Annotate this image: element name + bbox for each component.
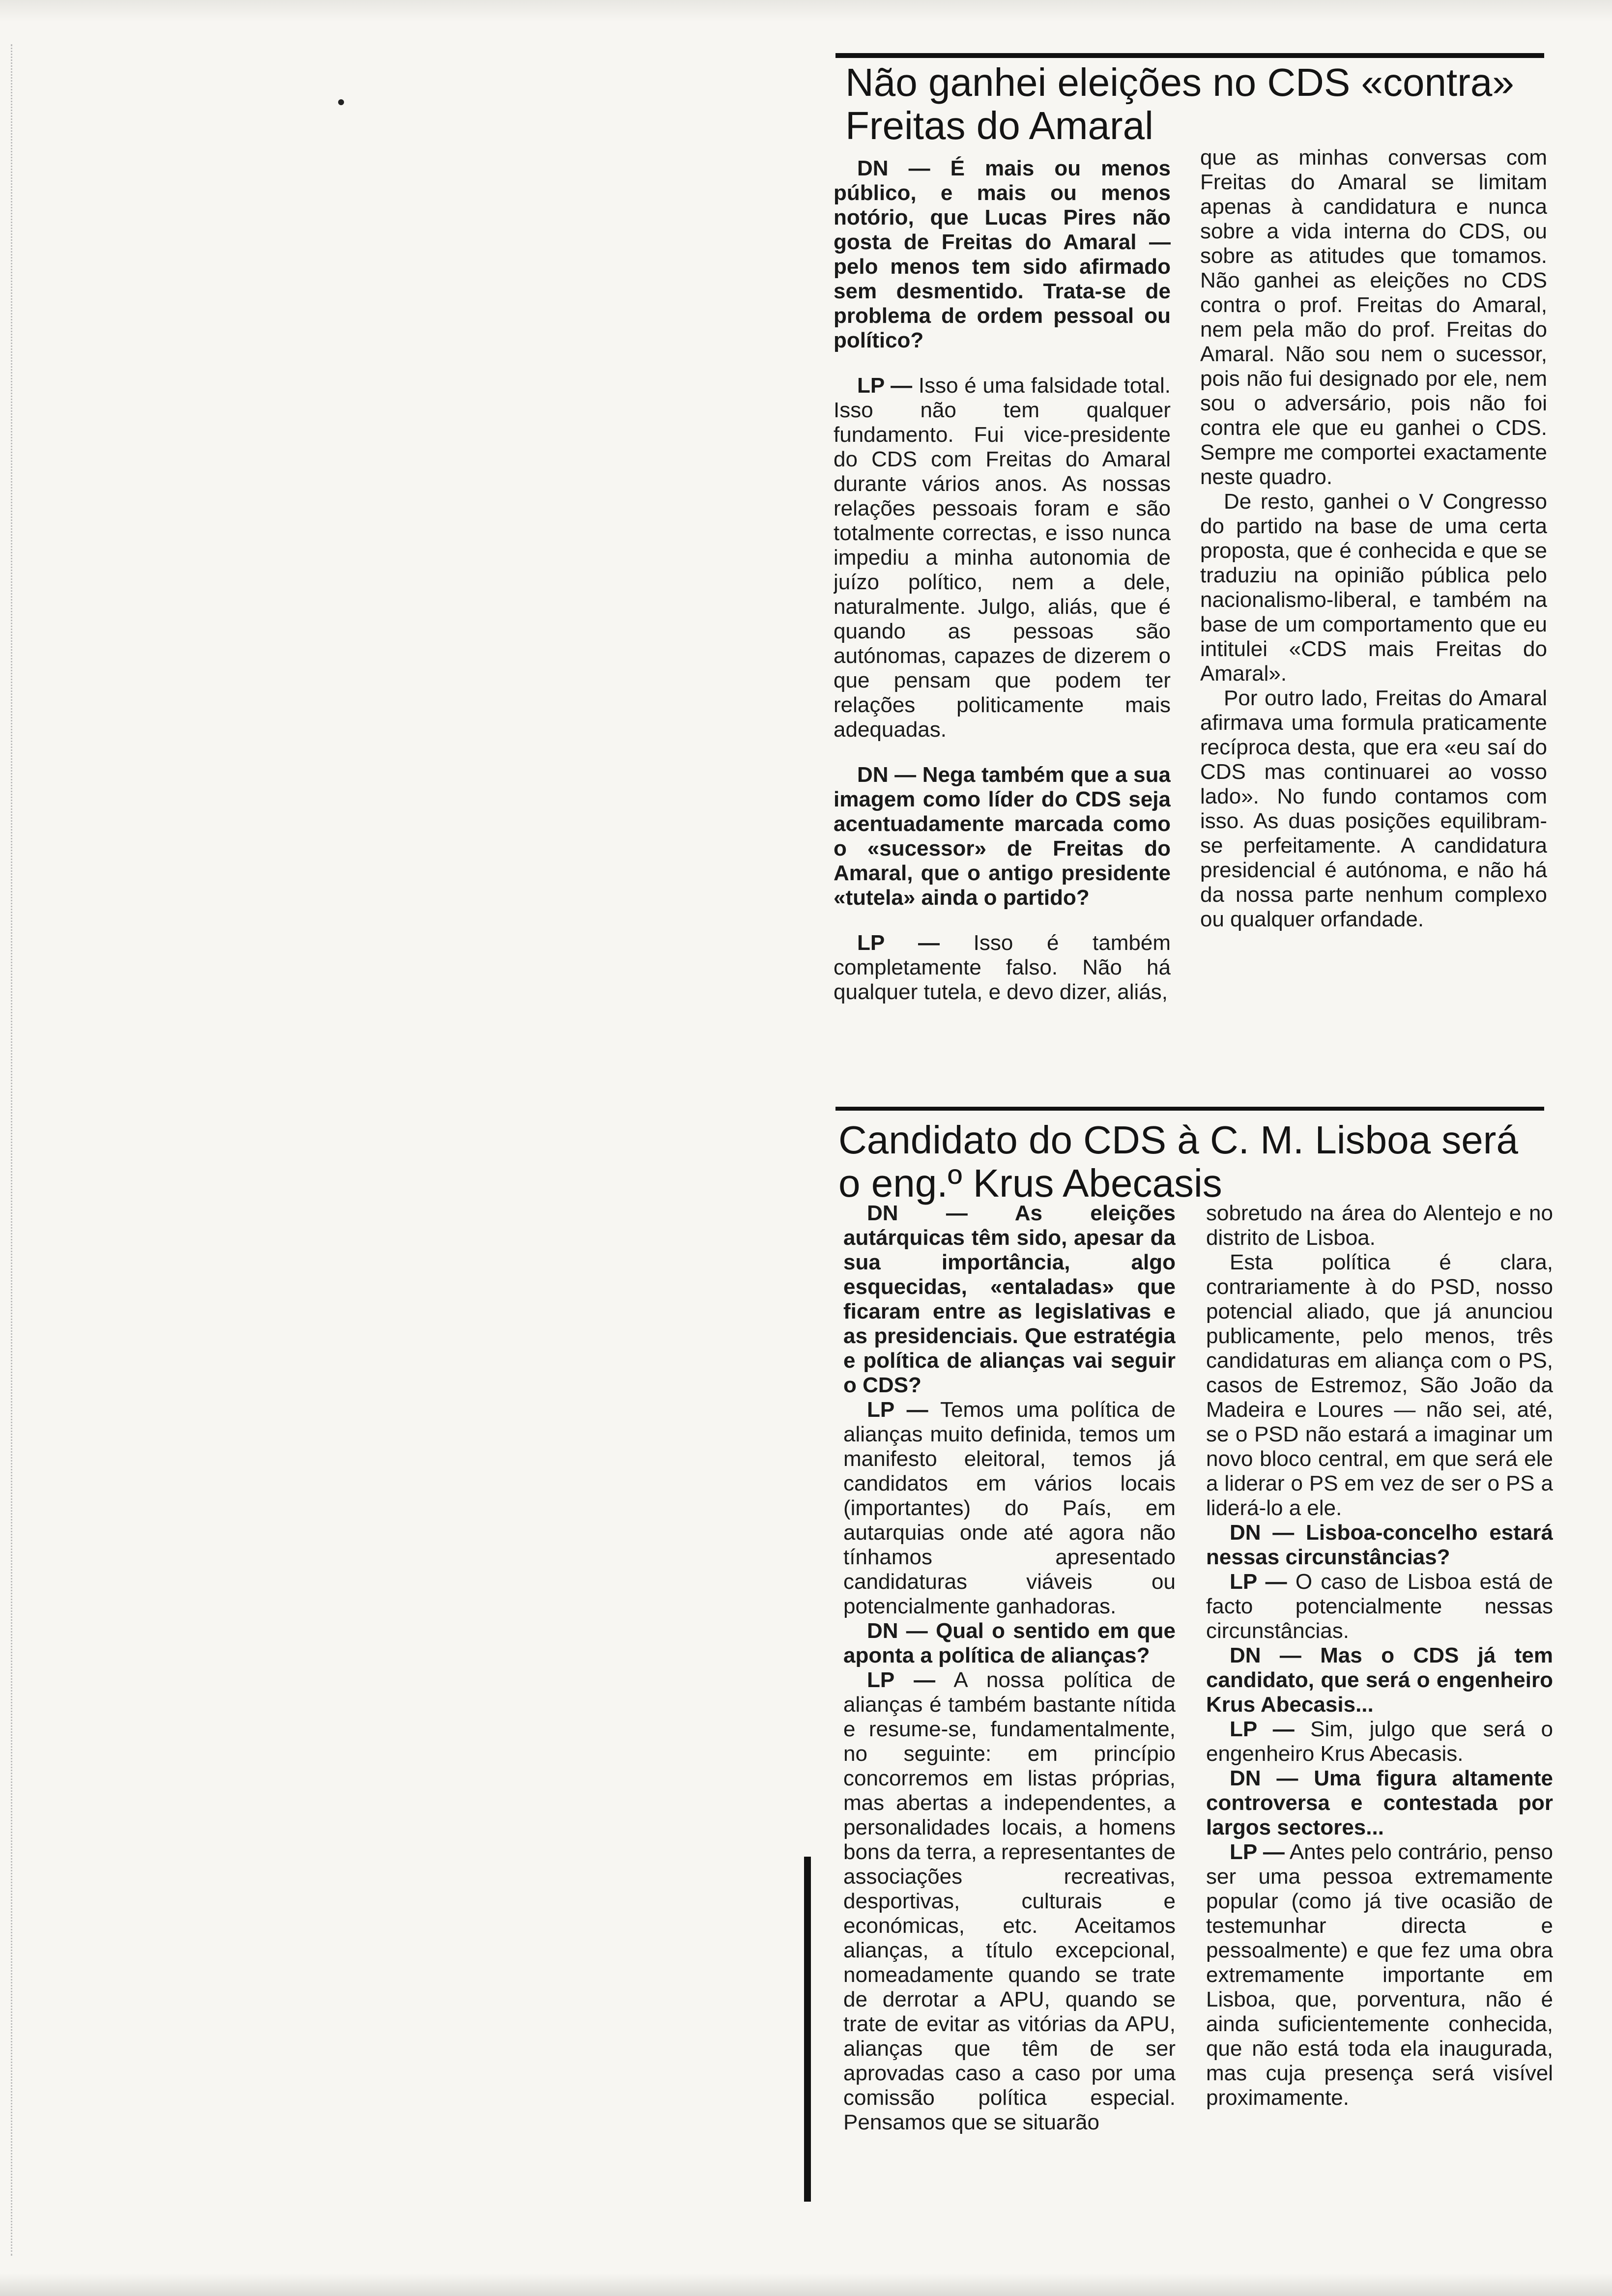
speaker-tag: LP — [867, 1398, 928, 1422]
answer-paragraph [1206, 1570, 1553, 1643]
question-paragraph [1206, 1643, 1553, 1717]
paragraph-text: De resto, ganhei o V Congresso do partido na base de uma certa proposta, que é conhecida e que se traduziu na opinião pública pelo nacionalismo-liberal, e também na base de um comportamento que eu intitulei «CDS mais Freitas do Amaral». [1200, 489, 1547, 686]
answer-paragraph [1206, 1250, 1553, 1521]
paragraph-text: A nossa política de alianças é também bastante nítida e resume-se, fundamentalmente, no seguinte: em princípio concorremos em listas próprias, mas abertas a independentes, a personalidades locais, a homens bons da terra, a representantes de associações recreativas, desportivas, culturais e económicas, etc. Aceitamos alianças, a título excepcional, nomeadamente quando se trate de derrotar a APU, quando se trate de evitar as vitórias da APU, alianças que têm de ser aprovadas caso a caso por uma comissão política especial. Pensamos que se situarão [843, 1668, 1176, 2134]
speaker-tag: LP — [857, 931, 940, 955]
paragraph-text: Temos uma política de alianças muito definida, temos um manifesto eleitoral, temos já candidatos em vários locais (importantes) do País, em autarquias onde até agora não tínhamos apresentado candidaturas viáveis ou potencialmente ganhadoras. [843, 1398, 1176, 1618]
question-paragraph [834, 156, 1171, 353]
article1-headline: Não ganhei eleições no CDS «contra» Freitas do Amaral [845, 60, 1514, 147]
answer-paragraph [1200, 489, 1547, 686]
paragraph-text: Lisboa-concelho estará nessas circunstâncias? [1206, 1521, 1553, 1569]
paragraph-text: Sim, julgo que será o engenheiro Krus Abecasis. [1206, 1717, 1553, 1766]
article2-top-rule [835, 1107, 1544, 1111]
speaker-tag: DN — [857, 156, 930, 180]
paragraph-text: Uma figura altamente controversa e contestada por largos sectores... [1206, 1766, 1553, 1839]
question-paragraph [834, 763, 1171, 910]
scan-left-edge [11, 44, 17, 2256]
question-paragraph [1206, 1521, 1553, 1570]
question-paragraph [1206, 1766, 1553, 1840]
paragraph-text: Mas o CDS já tem candidato, que será o engenheiro Krus Abecasis... [1206, 1643, 1553, 1717]
scan-bottom-edge [0, 2273, 1612, 2296]
article2-left-column [843, 1201, 1176, 2218]
paragraph-text: sobretudo na área do Alentejo e no distrito de Lisboa. [1206, 1201, 1553, 1250]
answer-paragraph [1206, 1840, 1553, 2110]
article2-headline: Candidato do CDS à C. M. Lisboa será o eng.º Krus Abecasis [838, 1118, 1518, 1205]
paragraph-text: Nega também que a sua imagem como líder do CDS seja acentuadamente marcada como o «sucessor» de Freitas do Amaral, que o antigo presidente «tutela» ainda o partido? [834, 763, 1171, 910]
paragraph-text: Antes pelo contrário, penso ser uma pessoa extremamente popular (como já tive ocasião de testemunhar directa e pessoalmente) e que fez uma obra extremamente importante em Lisboa, que, porventura, não é ainda suficientemente conhecida, que não está toda ela inaugurada, mas cuja presença será visível proximamente. [1206, 1840, 1553, 2110]
scan-top-edge [0, 0, 1612, 22]
answer-paragraph [843, 1668, 1176, 2135]
speaker-tag: DN — [867, 1201, 968, 1225]
answer-paragraph [1200, 686, 1547, 932]
speaker-tag: DN — [1230, 1521, 1295, 1545]
answer-paragraph [1206, 1201, 1553, 1250]
speaker-tag: LP — [1230, 1570, 1287, 1594]
answer-paragraph [1206, 1717, 1553, 1766]
article1-right-column [1200, 145, 1547, 1089]
speaker-tag: DN — [857, 763, 917, 787]
paragraph-text: Esta política é clara, contrariamente à do PSD, nosso potencial aliado, que já anunciou publicamente, pelo menos, três candidaturas em aliança com o PS, casos de Estremoz, São João da Madeira e Loures — não sei, até, se o PSD não estará a imaginar um novo bloco central, em que será ele a liderar o PS em vez de ser o PS a liderá-lo a ele. [1206, 1250, 1553, 1520]
answer-paragraph [843, 1398, 1176, 1619]
answer-paragraph [834, 931, 1171, 1004]
speaker-tag: LP — [1230, 1840, 1285, 1864]
speaker-tag: DN — [1230, 1766, 1298, 1790]
answer-paragraph [1200, 145, 1547, 489]
speaker-tag: LP — [857, 373, 913, 398]
speaker-tag: DN — [867, 1619, 928, 1643]
answer-paragraph [834, 373, 1171, 742]
paragraph-text: Isso é uma falsidade total. Isso não tem qualquer fundamento. Fui vice-presidente do CDS com Freitas do Amaral durante vários anos. As nossas relações pessoais foram e são totalmente correctas, e isso nunca impediu a minha autonomia de juízo político, nem a dele, naturalmente. Julgo, aliás, que é quando as pessoas são autónomas, capazes de dizerem o que pensam que podem ter relações politicamente mais adequadas. [834, 373, 1171, 742]
paragraph-text: Por outro lado, Freitas do Amaral afirmava uma formula praticamente recíproca desta, que era «eu saí do CDS mas continuarei ao vosso lado». No fundo contamos com isso. As duas posições equilibram-se perfeitamente. A candidatura presidencial é autónoma, e não há da nossa parte nenhum complexo ou qualquer orfandade. [1200, 686, 1547, 931]
margin-bar [804, 1857, 811, 2202]
paragraph-text: Isso é também completamente falso. Não há qualquer tutela, e devo dizer, aliás, [834, 931, 1171, 1004]
speaker-tag: LP — [1230, 1717, 1295, 1741]
paragraph-text: Qual o sentido em que aponta a política de alianças? [843, 1619, 1176, 1667]
speaker-tag: DN — [1230, 1643, 1301, 1667]
article2-right-column [1206, 1201, 1553, 2218]
speaker-tag: LP — [867, 1668, 936, 1692]
article1-left-column [834, 156, 1171, 1089]
paragraph-text: que as minhas conversas com Freitas do Amaral se limitam apenas à candidatura e nunca sobre a vida interna do CDS, ou sobre as atitudes que tomamos. Não ganhei as eleições no CDS contra o prof. Freitas do Amaral, nem pela mão do prof. Freitas do Amaral. Não sou nem o sucessor, pois não fui designado por ele, nem sou o adversário, pois não foi contra ele que eu ganhei o CDS. Sempre me comportei exactamente neste quadro. [1200, 145, 1547, 489]
question-paragraph [843, 1201, 1176, 1398]
paragraph-text: As eleições autárquicas têm sido, apesar da sua importância, algo esquecidas, «entaladas» que ficaram entre as legislativas e as presidenciais. Que estratégia e política de alianças vai seguir o CDS? [843, 1201, 1176, 1397]
paragraph-text: O caso de Lisboa está de facto potencialmente nessas circunstâncias. [1206, 1570, 1553, 1643]
article1-top-rule [835, 53, 1544, 58]
ink-speck [338, 99, 344, 105]
paragraph-text: É mais ou menos público, e mais ou menos notório, que Lucas Pires não gosta de Freitas do Amaral — pelo menos tem sido afirmado sem desmentido. Trata-se de problema de ordem pessoal ou político? [834, 156, 1171, 352]
question-paragraph [843, 1619, 1176, 1668]
